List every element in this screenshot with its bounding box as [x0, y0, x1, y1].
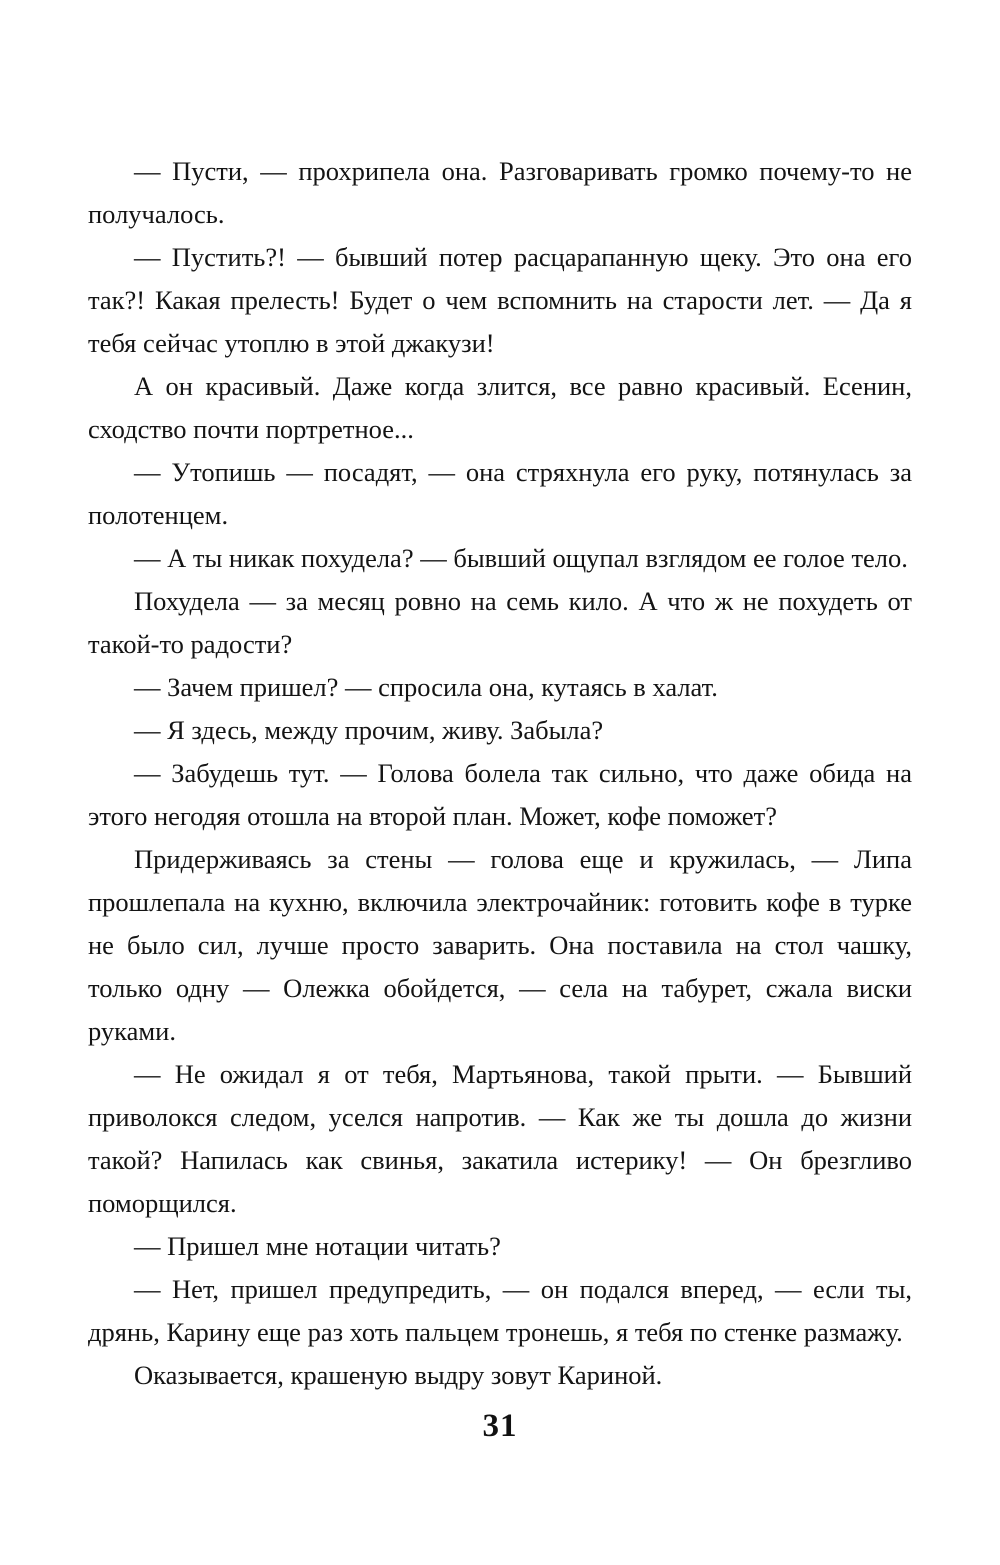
- paragraph: — Пришел мне нотации читать?: [134, 1231, 501, 1261]
- paragraph: Похудела — за месяц ровно на семь кило. А что ж не похудеть от такой-то радости?: [88, 586, 912, 659]
- paragraph: Придерживаясь за стены — голова еще и кружилась, — Липа прошлепала на кухню, включила электрочайник: готовить кофе в турке не было сил, лучше просто заварить. Она поставила на стол чашку, только одну — Олежка обойдется, — села на табурет, сжала виски руками.: [88, 844, 912, 1046]
- paragraph: — А ты никак похудела? — бывший ощупал взглядом ее голое тело.: [134, 543, 908, 573]
- paragraph: — Зачем пришел? — спросила она, кутаясь в халат.: [134, 672, 718, 702]
- paragraph: — Не ожидал я от тебя, Мартьянова, такой прыти. — Бывший приволокся следом, уселся напротив. — Как же ты дошла до жизни такой? Напилась как свинья, закатила истерику! — Он брезгливо поморщился.: [88, 1059, 912, 1218]
- page-body-text: [88, 150, 912, 1397]
- paragraph: — Пусти, — прохрипела она. Разговаривать громко почему-то не получалось.: [88, 156, 912, 229]
- paragraph: Оказывается, крашеную выдру зовут Кариной.: [134, 1360, 663, 1390]
- paragraph: — Нет, пришел предупредить, — он подался вперед, — если ты, дрянь, Карину еще раз хоть пальцем тронешь, я тебя по стенке размажу.: [88, 1274, 912, 1347]
- paragraph: — Пустить?! — бывший потер расцарапанную щеку. Это она его так?! Какая прелесть! Будет о чем вспомнить на старости лет. — Да я тебя сейчас утоплю в этой джакузи!: [88, 242, 912, 358]
- paragraph: — Забудешь тут. — Голова болела так сильно, что даже обида на этого негодяя отошла на второй план. Может, кофе поможет?: [88, 758, 912, 831]
- page-number: 31: [482, 1408, 518, 1444]
- paragraph: А он красивый. Даже когда злится, все равно красивый. Есенин, сходство почти портретное...: [88, 371, 912, 444]
- paragraph: — Утопишь — посадят, — она стряхнула его руку, потянулась за полотенцем.: [88, 457, 912, 530]
- paragraph: — Я здесь, между прочим, живу. Забыла?: [134, 715, 604, 745]
